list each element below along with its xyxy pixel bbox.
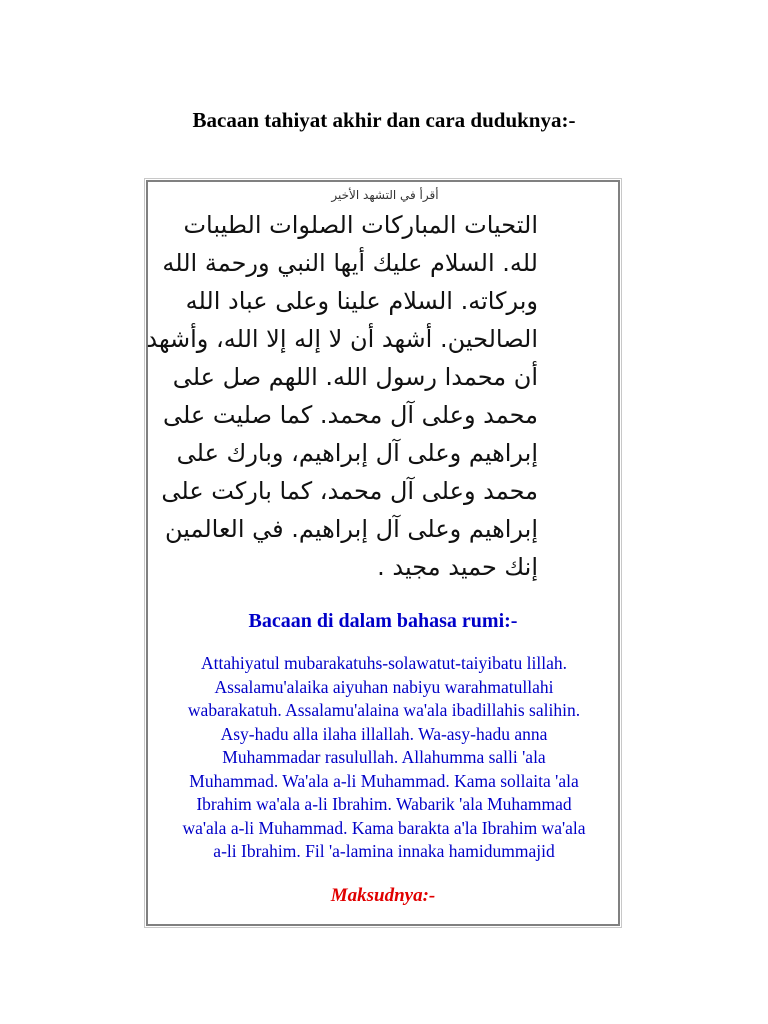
arabic-line: إبراهيم وعلى آل إبراهيم. في العالمين: [164, 515, 538, 543]
arabic-line: محمد وعلى آل محمد. كما صليت على: [162, 401, 538, 429]
rumi-line: Ibrahim wa'ala a-li Ibrahim. Wabarik 'ala Muhammad: [196, 794, 572, 814]
arabic-line: لله. السلام عليك أيها النبي ورحمة الله: [162, 249, 538, 277]
arabic-line: محمد وعلى آل محمد، كما باركت على: [161, 477, 538, 505]
rumi-line: Asy-hadu alla ilaha illallah. Wa-asy-hadu anna: [220, 723, 548, 744]
content-box: [146, 180, 620, 926]
meaning-heading: Maksudnya:-: [330, 885, 436, 906]
rumi-heading: Bacaan di dalam bahasa rumi:-: [248, 610, 518, 632]
rumi-line: Muhammadar rasulullah. Allahumma salli 'ala: [222, 747, 546, 767]
arabic-line: التحيات المباركات الصلوات الطيبات: [183, 211, 538, 239]
rumi-line: wabarakatuh. Assalamu'alaina wa'ala ibadillahis salihin.: [187, 700, 581, 720]
rumi-line: Assalamu'alaika aiyuhan nabiyu warahmatullahi: [214, 676, 554, 697]
rumi-line: wa'ala a-li Muhammad. Kama barakta a'la Ibrahim wa'ala: [182, 817, 586, 838]
arabic-line: الصالحين. أشهد أن لا إله إلا الله، وأشهد: [146, 325, 538, 353]
page-title: Bacaan tahiyat akhir dan cara duduknya:-: [192, 108, 576, 132]
arabic-line: أن محمدا رسول الله. اللهم صل على: [172, 363, 538, 391]
arabic-tahiyat-text: [146, 184, 538, 594]
rumi-line: Muhammad. Wa'ala a-li Muhammad. Kama sollaita 'ala: [189, 770, 579, 791]
rumi-line: Attahiyatul mubarakatuhs-solawatut-taiyibatu lillah.: [201, 653, 567, 673]
arabic-line: إبراهيم وعلى آل إبراهيم، وبارك على: [176, 439, 538, 467]
arabic-heading: أقرأ في التشهد الأخير: [331, 188, 439, 202]
rumi-transliteration: [154, 652, 614, 864]
arabic-line: إنك حميد مجيد .: [377, 553, 538, 581]
rumi-line: a-li Ibrahim. Fil 'a-lamina innaka hamidummajid: [213, 841, 555, 861]
arabic-line: وبركاته. السلام علينا وعلى عباد الله: [185, 287, 538, 315]
